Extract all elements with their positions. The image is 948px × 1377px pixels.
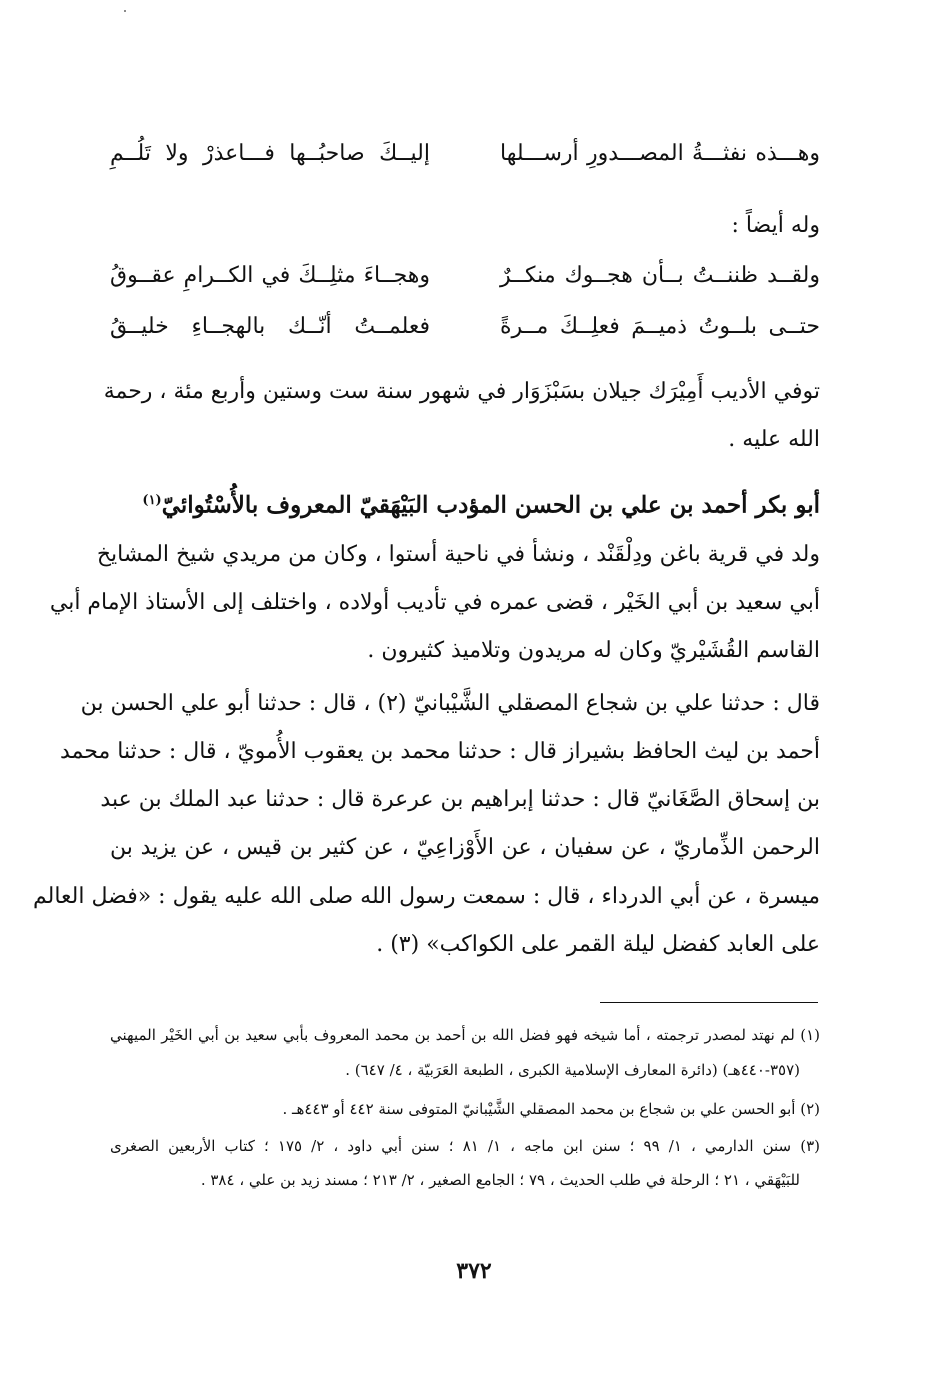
heading-text: أبو بكر أحمد بن علي بن الحسن المؤدب البَيْهَقيّ المعروف بالأُسْتُوائيّ — [161, 491, 820, 519]
page-number: ٣٧٢ — [456, 1258, 492, 1284]
footnote-3-line-2: للبَيْهَقي ، ٢١ ؛ الرحلة في طلب الحديث ، ٧٩ ؛ الجامع الصغير ، ٢/ ٢١٣ ؛ مسند زيد بن علي ، ٣٨٤ . — [200, 1171, 800, 1189]
footnote-separator — [600, 1002, 818, 1003]
footnote-3-line-1: (٣) سنن الدارمي ، ١/ ٩٩ ؛ سنن ابن ماجه ، ١/ ٨١ ؛ سنن أبي داود ، ٢/ ١٧٥ ؛ كتاب الأربعين الصغرى — [110, 1137, 820, 1155]
scan-speck — [124, 10, 126, 12]
paragraph-2-line: ميسرة ، عن أبي الدرداء ، قال : سمعت رسول الله صلى الله عليه يقول : «فضل العالم — [32, 884, 820, 909]
biography-heading — [110, 486, 820, 521]
verse-right-hemistich: ولقــد ظننــتُ بــأن هجــوك منكــرٌ — [500, 263, 820, 288]
poem-intro: وله أيضاً : — [731, 213, 820, 238]
footnote-1-line-1: (١) لم نهتد لمصدر ترجمته ، أما شيخه فهو فضل الله بن أحمد بن محمد المعروف بأبي سعيد بن أبي الخَيْر الميهني — [110, 1026, 820, 1044]
death-note-line-2: الله عليه . — [728, 427, 820, 452]
verse-left-hemistich: فعلمــتُ أنّــك بالهجــاءِ خليــقُ — [110, 314, 430, 339]
paragraph-1-line: ولد في قرية باغن ودِلْقَنْد ، ونشأ في ناحية أستوا ، وكان من مريدي شيخ المشايخ — [96, 542, 820, 567]
death-note-line-1: توفي الأديب أَمِيْرَك جيلان بسَبْزَوَار في شهور سنة ست وستين وأربع مئة ، رحمة — [103, 379, 820, 404]
verse-left-hemistich: إليــكَ صاحبُــها فـــاعذرْ ولا تَلُــمِ — [110, 141, 430, 166]
footnote-1-line-2: (٣٥٧-٤٤٠هـ) (دائرة المعارف الإسلامية الكبرى ، الطبعة العَرَبيّة ، ٤/ ٦٤٧) . — [345, 1061, 800, 1079]
verse-right-hemistich: حتــى بلــوتُ ذميــمَ فعلِــكَ مــرةً — [500, 314, 820, 339]
footnote-2: (٢) أبو الحسن علي بن شجاع بن محمد المصقلي الشَّيْبانيّ المتوفى سنة ٤٤٢ أو ٤٤٣هـ . — [282, 1100, 820, 1118]
verse-left-hemistich: وهجــاءَ مثلِــكَ في الكــرامِ عقــوقُ — [110, 263, 430, 288]
paragraph-1-line: أبي سعيد بن أبي الخَيْر ، قضى عمره في تأديب أولاده ، واختلف إلى الأستاذ الإمام أبي — [49, 590, 820, 615]
verse-line-1 — [110, 134, 820, 174]
paragraph-2-line: بن إسحاق الصَّغَانيّ قال : حدثنا إبراهيم بن عرعرة قال : حدثنا عبد الملك بن عبد — [100, 787, 820, 812]
heading-footnote-marker: (١) — [142, 493, 162, 508]
verse-line-2 — [110, 256, 820, 296]
paragraph-1-line: القاسم القُشَيْريّ وكان له مريدون وتلاميذ كثيرون . — [367, 638, 820, 663]
verse-line-3 — [110, 307, 820, 347]
paragraph-2-line: على العابد كفضل ليلة القمر على الكواكب» (٣) . — [376, 932, 820, 957]
verse-right-hemistich: وهـــذه نفثـــةُ المصـــدورِ أرســـلها — [500, 141, 820, 166]
paragraph-2-line: الرحمن الذِّماريّ ، عن سفيان ، عن الأَوْزاعِيّ ، عن كثير بن قيس ، عن يزيد بن — [110, 835, 820, 860]
paragraph-2-line: أحمد بن ليث الحافظ بشيراز قال : حدثنا محمد بن يعقوب الأُمويّ ، قال : حدثنا محمد — [60, 739, 820, 764]
paragraph-2-line: قال : حدثنا علي بن شجاع المصقلي الشَّيْبانيّ (٢) ، قال : حدثنا أبو علي الحسن بن — [80, 691, 820, 716]
